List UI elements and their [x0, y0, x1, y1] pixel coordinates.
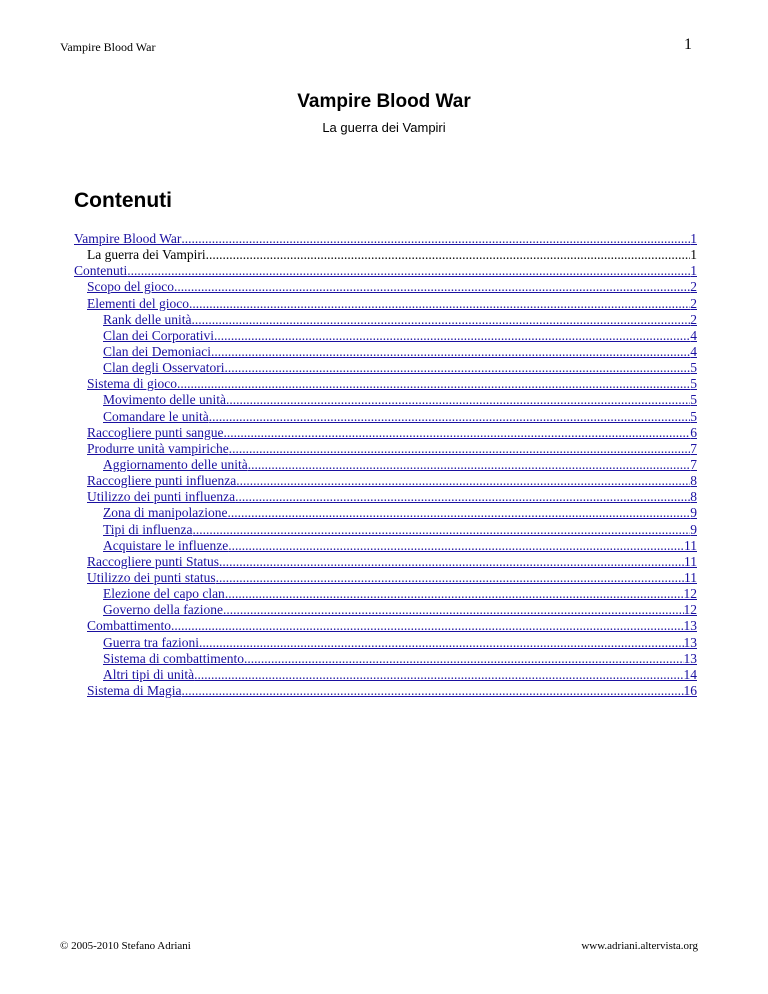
toc-entry-page: 6	[690, 424, 697, 440]
toc-dot-leader	[209, 409, 691, 425]
toc-entry[interactable]	[74, 651, 697, 667]
toc-entry[interactable]	[74, 392, 697, 408]
toc-entry-page: 8	[690, 473, 697, 489]
toc-entry-title: Comandare le unità	[103, 408, 209, 424]
toc-entry-page: 4	[690, 343, 697, 359]
toc-entry-title: Guerra tra fazioni	[103, 634, 199, 650]
toc-entry[interactable]	[74, 376, 697, 392]
footer-copyright: © 2005-2010 Stefano Adriani	[60, 940, 191, 952]
toc-entry-title: Sistema di gioco	[87, 376, 177, 392]
toc-dot-leader	[225, 586, 684, 602]
toc-entry-page: 12	[683, 586, 697, 602]
toc-entry-title: Rank delle unità	[103, 311, 192, 327]
toc-entry-title: Elementi del gioco	[87, 295, 189, 311]
toc-dot-leader	[244, 651, 684, 667]
toc-entry[interactable]	[74, 457, 697, 473]
toc-entry-page: 5	[690, 360, 697, 376]
toc-entry-page: 13	[683, 634, 697, 650]
toc-entry[interactable]	[74, 425, 697, 441]
toc-entry-title: Utilizzo dei punti status	[87, 569, 216, 585]
toc-entry[interactable]	[74, 360, 697, 376]
toc-entry-page: 9	[690, 505, 697, 521]
toc-dot-leader	[248, 457, 691, 473]
toc-dot-leader	[223, 425, 690, 441]
toc-entry[interactable]	[74, 344, 697, 360]
toc-entry-page: 5	[690, 392, 697, 408]
toc-dot-leader	[223, 602, 684, 618]
toc-dot-leader	[224, 360, 690, 376]
toc-entry-title: Elezione del capo clan	[103, 586, 225, 602]
toc-entry-title: Scopo del gioco	[87, 279, 174, 295]
toc-dot-leader	[236, 473, 690, 489]
section-heading: Contenuti	[74, 189, 172, 212]
toc-entry[interactable]	[74, 522, 697, 538]
toc-dot-leader	[227, 505, 690, 521]
toc-entry-page: 2	[690, 279, 697, 295]
toc-entry-page: 5	[690, 376, 697, 392]
toc-entry-title: Raccogliere punti sangue	[87, 424, 224, 440]
toc-entry	[74, 247, 697, 263]
document-subtitle: La guerra dei Vampiri	[322, 120, 446, 135]
toc-dot-leader	[206, 247, 691, 263]
toc-entry-title: Vampire Blood War	[74, 231, 182, 246]
toc-dot-leader	[127, 263, 690, 279]
toc-entry-title: Altri tipi di unità	[103, 666, 195, 682]
toc-entry[interactable]	[74, 505, 697, 521]
toc-entry-title: Contenuti	[74, 263, 128, 279]
toc-dot-leader	[214, 328, 690, 344]
toc-entry[interactable]	[74, 441, 697, 457]
toc-entry-page: 13	[683, 650, 697, 666]
toc-dot-leader	[194, 667, 683, 683]
toc-entry-title: Combattimento	[87, 618, 171, 634]
toc-dot-leader	[189, 296, 690, 312]
toc-entry[interactable]	[74, 554, 697, 570]
toc-entry-page: 2	[690, 295, 697, 311]
toc-entry-page: 13	[683, 618, 697, 634]
toc-dot-leader	[193, 522, 691, 538]
toc-dot-leader	[216, 570, 684, 586]
toc-dot-leader	[174, 279, 690, 295]
toc-entry[interactable]	[74, 312, 697, 328]
toc-entry-page: 16	[683, 682, 697, 698]
toc-entry-title: Utilizzo dei punti influenza	[87, 489, 236, 505]
toc-entry[interactable]	[74, 635, 697, 651]
toc-entry[interactable]	[74, 683, 697, 699]
toc-entry-title: Clan dei Demoniaci	[103, 343, 211, 359]
page-number: 1	[684, 36, 692, 53]
toc-dot-leader	[219, 554, 684, 570]
toc-entry[interactable]	[74, 586, 697, 602]
toc-entry-page: 11	[684, 569, 697, 585]
toc-entry-title: Governo della fazione	[103, 602, 223, 618]
toc-entry-title: Acquistare le influenze	[103, 537, 229, 553]
toc-entry[interactable]	[74, 570, 697, 586]
toc-entry-page: 8	[690, 489, 697, 505]
toc-dot-leader	[182, 683, 684, 699]
toc-entry-title: Clan dei Corporativi	[103, 327, 214, 343]
footer-website: www.adriani.altervista.org	[581, 940, 698, 952]
toc-entry-title: Tipi di influenza	[103, 521, 193, 537]
toc-entry-page: 5	[690, 408, 697, 424]
toc-entry[interactable]	[74, 473, 697, 489]
toc-entry-title: Raccogliere punti Status	[87, 553, 219, 569]
toc-entry[interactable]	[74, 618, 697, 634]
toc-dot-leader	[191, 312, 690, 328]
toc-entry[interactable]	[74, 328, 697, 344]
toc-entry-page: 7	[690, 440, 697, 456]
toc-entry-page: 7	[690, 456, 697, 472]
toc-entry-page: 2	[690, 311, 697, 327]
toc-entry-page: 9	[690, 521, 697, 537]
toc-entry[interactable]	[74, 409, 697, 425]
toc-dot-leader	[235, 489, 690, 505]
toc-entry-page: 1	[690, 247, 697, 263]
toc-entry[interactable]	[74, 667, 697, 683]
document-title: Vampire Blood War	[297, 91, 471, 112]
toc-dot-leader	[199, 635, 684, 651]
toc-entry-page: 11	[684, 553, 697, 569]
toc-entry[interactable]	[74, 279, 697, 295]
toc-entry-title: Aggiornamento delle unità	[103, 456, 248, 472]
toc-dot-leader	[226, 392, 690, 408]
toc-entry-title: Produrre unità vampiriche	[87, 440, 229, 456]
toc-dot-leader	[228, 538, 684, 554]
toc-entry[interactable]	[74, 489, 697, 505]
toc-entry[interactable]	[74, 602, 697, 618]
toc-dot-leader	[171, 618, 684, 634]
toc-entry-page: 12	[683, 602, 697, 618]
toc-entry-page: 14	[683, 666, 697, 682]
running-header-title: Vampire Blood War	[60, 40, 156, 54]
toc-entry[interactable]	[74, 263, 697, 279]
toc-dot-leader	[177, 376, 690, 392]
toc-entry[interactable]	[74, 296, 697, 312]
toc-entry-title: Movimento delle unità	[103, 392, 226, 408]
toc-entry[interactable]	[74, 231, 697, 247]
toc-entry-page: 4	[690, 327, 697, 343]
toc-entry[interactable]	[74, 538, 697, 554]
toc-entry-title: Sistema di Magia	[87, 682, 182, 698]
toc-entry-page: 1	[690, 231, 697, 246]
toc-dot-leader	[181, 231, 690, 247]
toc-entry-title: Clan degli Osservatori	[103, 360, 225, 376]
toc-entry-title: La guerra dei Vampiri	[87, 247, 206, 263]
table-of-contents	[74, 231, 697, 699]
toc-entry-title: Zona di manipolazione	[103, 505, 228, 521]
toc-entry-page: 11	[684, 537, 697, 553]
toc-entry-title: Sistema di combattimento	[103, 650, 244, 666]
toc-dot-leader	[229, 441, 691, 457]
toc-dot-leader	[211, 344, 690, 360]
toc-entry-title: Raccogliere punti influenza	[87, 473, 237, 489]
toc-entry-page: 1	[690, 263, 697, 279]
